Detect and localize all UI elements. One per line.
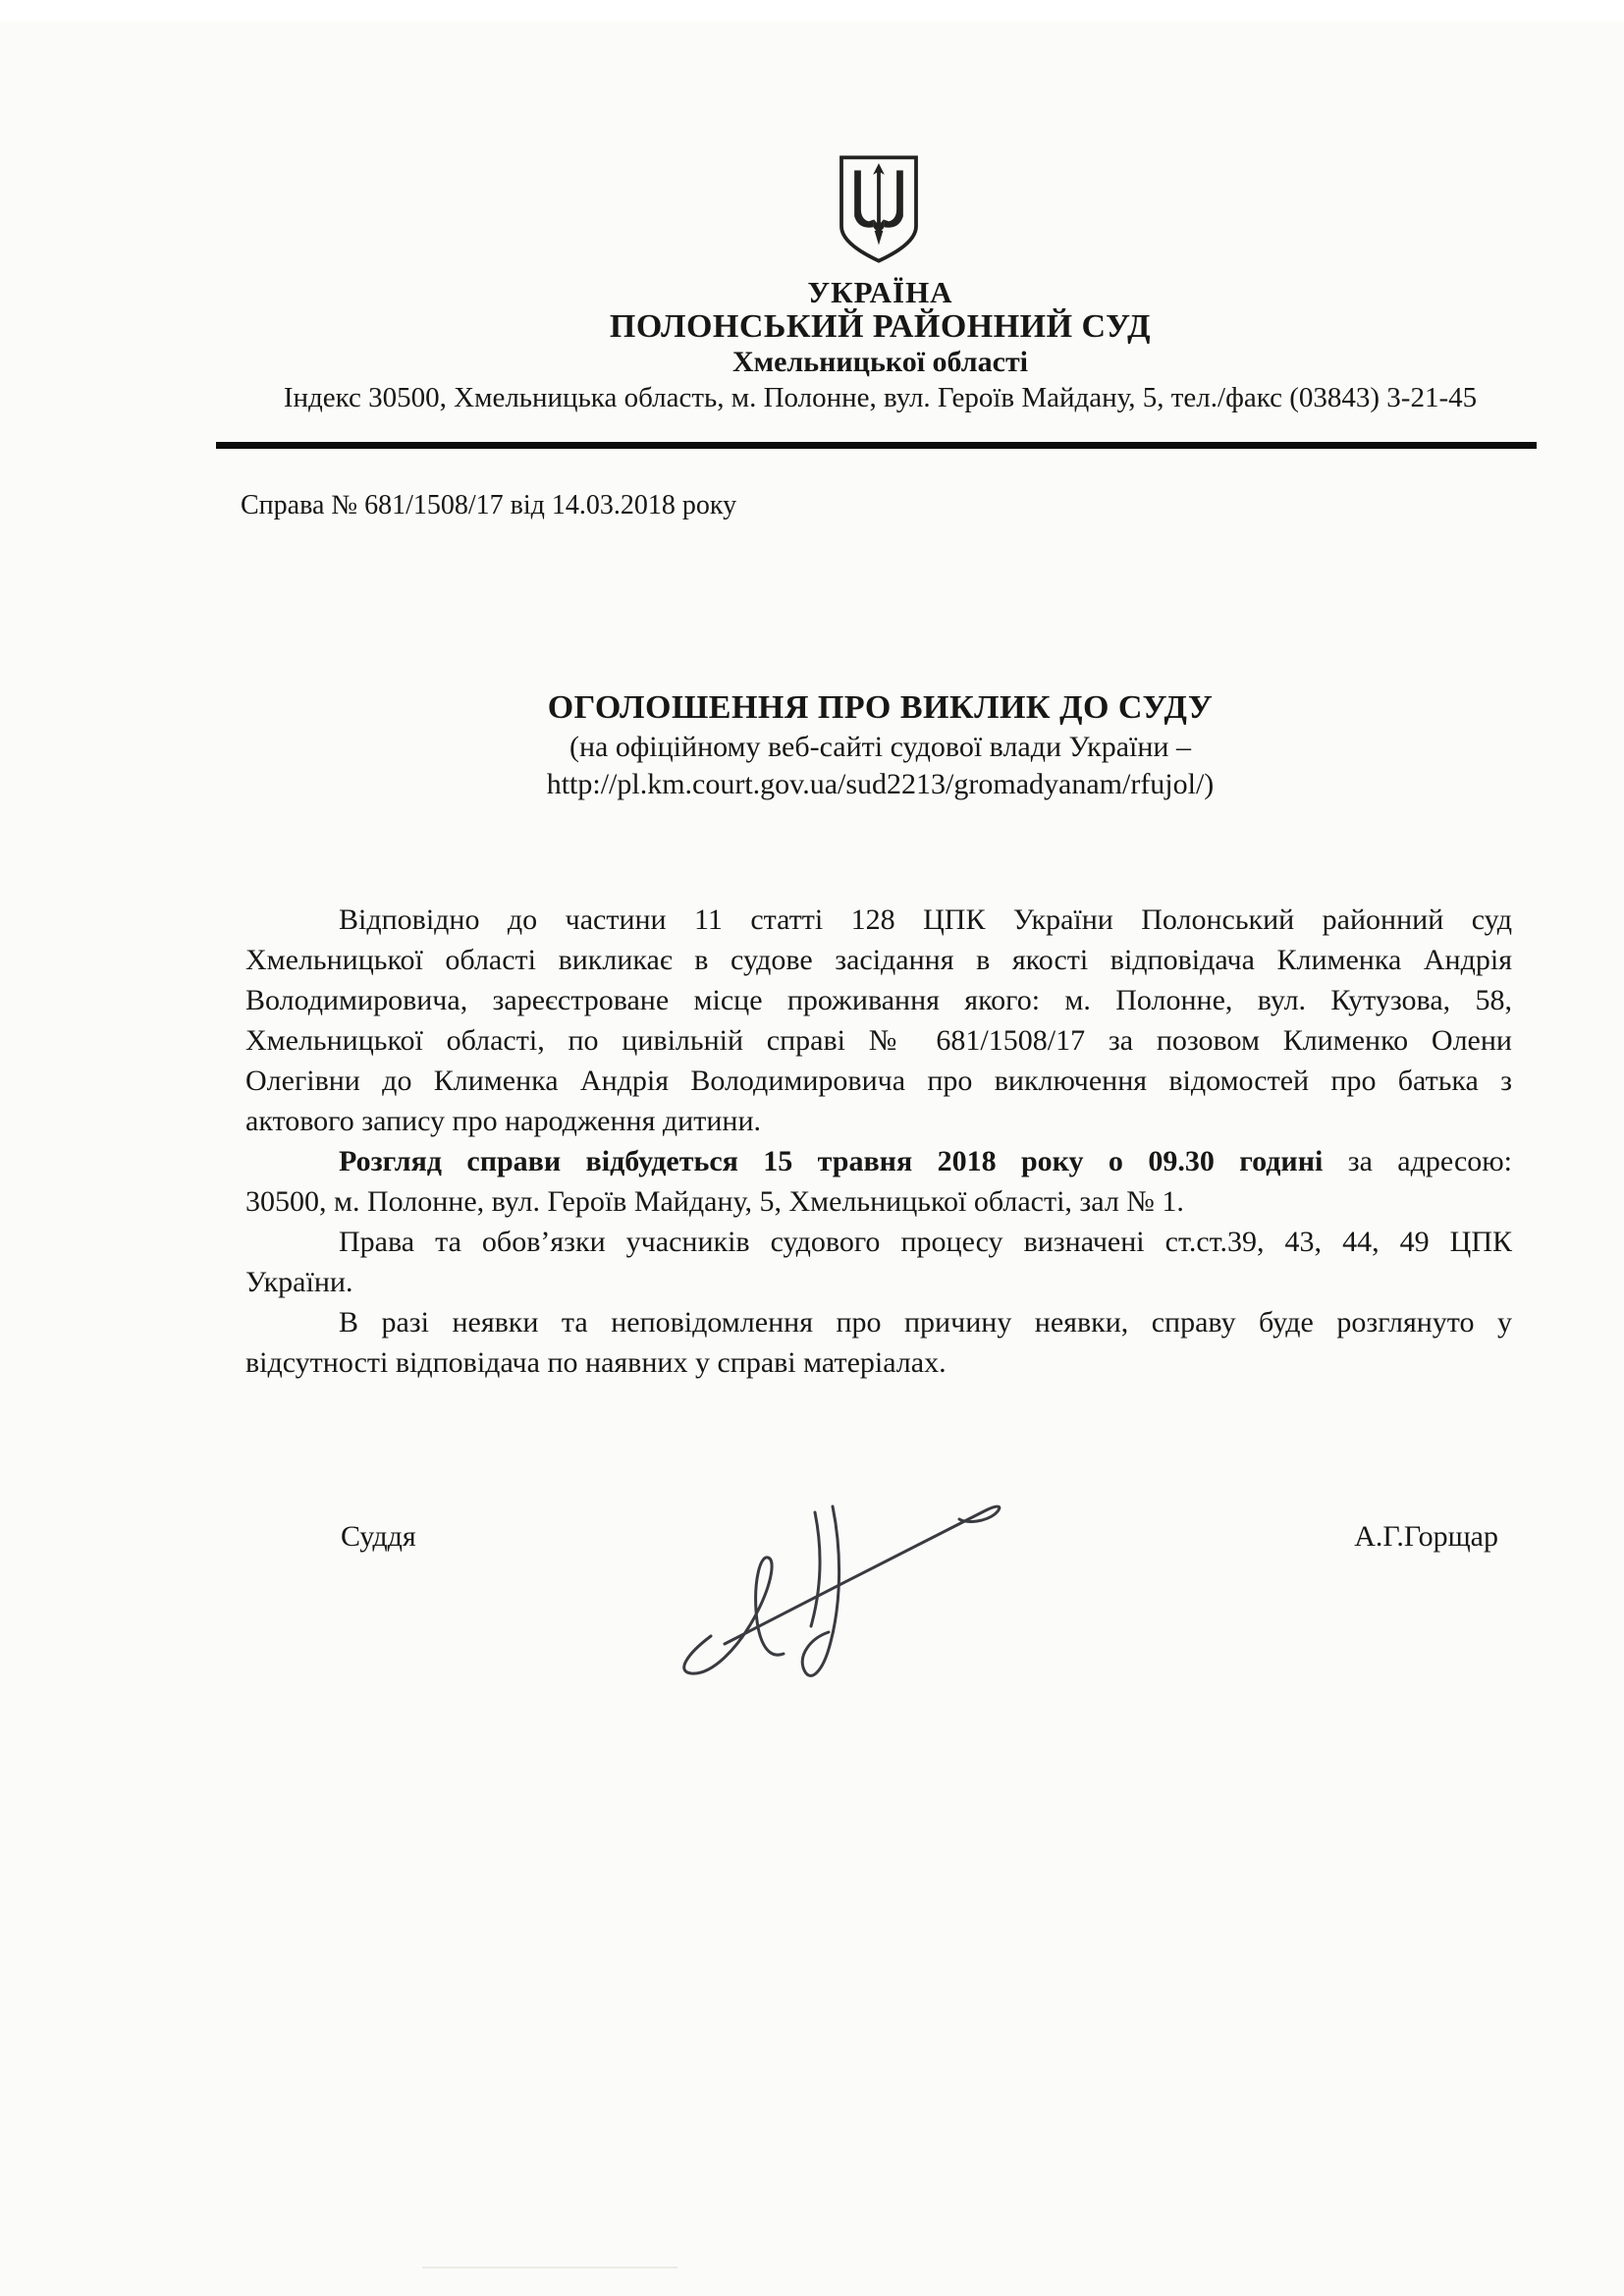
announcement-body (245, 900, 1512, 1383)
hearing-date-rest: за адресою: (1323, 1145, 1513, 1177)
country-name: УКРАЇНА (807, 275, 953, 309)
body-line-hearing-date (245, 1141, 1512, 1181)
letterhead-divider (216, 442, 1537, 449)
body-line: В разі неявки та неповідомлення про причину неявки, справу буде розглянуто у (339, 1306, 1512, 1339)
body-line: відсутності відповідача по наявних у справі матеріалах. (245, 1346, 947, 1379)
body-line: Права та обов’язки учасників судового процесу визначені ст.ст.39, 43, 44, 49 ЦПК (339, 1226, 1512, 1258)
body-line: Олегівни до Клименка Андрія Володимировича про виключення відомостей про батька з (245, 1065, 1512, 1097)
body-line: актового запису про народження дитини. (245, 1105, 761, 1137)
announcement-title: ОГОЛОШЕННЯ ПРО ВИКЛИК ДО СУДУ (547, 689, 1214, 726)
body-line: Володимировича, зареєстроване місце проживання якого: м. Полонне, вул. Кутузова, 58, (245, 984, 1512, 1016)
announcement-url: http://pl.km.court.gov.ua/sud2213/gromadyanam/rfujol/) (546, 768, 1215, 800)
court-region: Хмельницької області (731, 346, 1029, 378)
case-reference: Справа № 681/1508/17 від 14.03.2018 року (241, 490, 737, 520)
body-line: Хмельницької області викликає в судове засідання в якості відповідача Клименка Андрія (245, 944, 1512, 976)
body-line: 30500, м. Полонне, вул. Героїв Майдану, 5, Хмельницької області, зал № 1. (245, 1185, 1184, 1218)
body-line: Хмельницької області, по цивільній справі № 681/1508/17 за позовом Клименко Олени (245, 1024, 1512, 1057)
handwritten-signature-icon (668, 1461, 1051, 1692)
hearing-date-bold: Розгляд справи відбудеться 15 травня 2018 року о 09.30 годині (339, 1145, 1324, 1177)
body-line: Відповідно до частини 11 статті 128 ЦПК України Полонський районний суд (339, 903, 1512, 936)
scan-artifact (422, 2267, 677, 2269)
scan-white-margin (0, 0, 1624, 22)
judge-name: А.Г.Горщар (1354, 1520, 1498, 1553)
court-contact-line: Індекс 30500, Хмельницька область, м. Полонне, вул. Героїв Майдану, 5, тел./факс (03843) 3-21-45 (283, 382, 1478, 413)
court-name: ПОЛОНСЬКИЙ РАЙОННИЙ СУД (609, 308, 1152, 345)
announcement-subtitle: (на офіційному веб-сайті судової влади України – (568, 731, 1191, 763)
ukraine-trident-emblem-icon (836, 153, 922, 265)
judge-role-label: Суддя (341, 1520, 416, 1553)
body-line: України. (245, 1266, 353, 1298)
